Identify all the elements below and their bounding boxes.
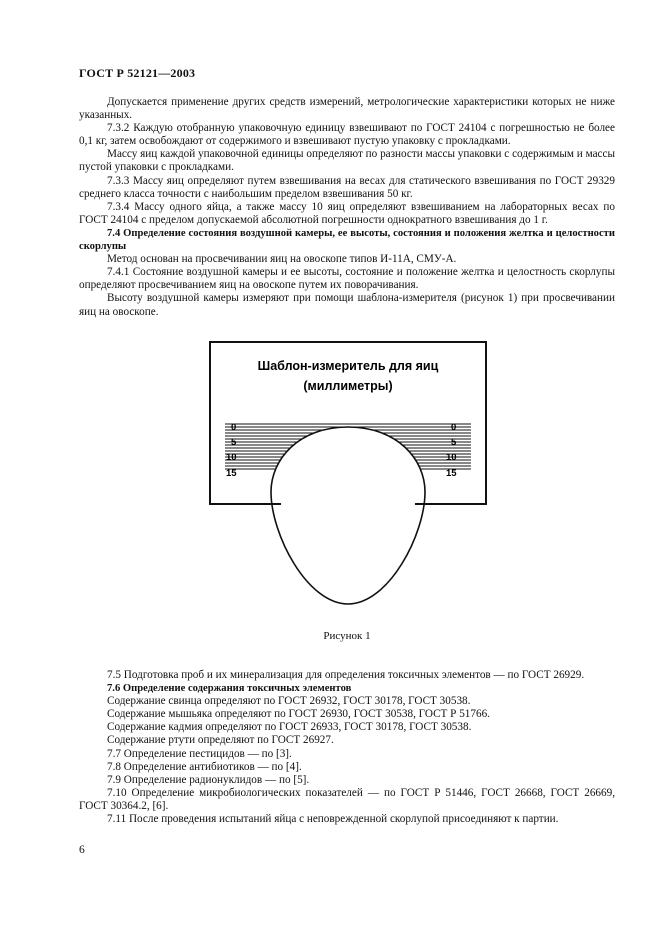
scale-left-10: 10: [226, 452, 237, 463]
page-number: 6: [79, 844, 85, 856]
paragraph: Массу яиц каждой упаковочной единицы определяют по разности массы упаковки с содержимым и массы пустой упаковки с прокладками.: [79, 148, 615, 174]
paragraph: 7.8 Определение антибиотиков — по [4].: [107, 760, 302, 773]
scale-right-15: 15: [446, 468, 457, 479]
paragraph: 7.10 Определение микробиологических показателей — по ГОСТ Р 51446, ГОСТ 26668, ГОСТ 26669, ГОСТ 30364.2, [6].: [79, 786, 615, 812]
scale-right-10: 10: [446, 452, 457, 463]
document-header: ГОСТ Р 52121—2003: [79, 66, 196, 80]
scale-right-5: 5: [451, 437, 457, 448]
paragraph: Допускается применение других средств измерений, метрологические характеристики которых не ниже указанных.: [79, 96, 615, 122]
paragraph: Содержание кадмия определяют по ГОСТ 26933, ГОСТ 30178, ГОСТ 30538.: [107, 721, 472, 734]
text-block-top: [79, 96, 615, 319]
scale-right-0: 0: [451, 422, 457, 433]
paragraph: 7.11 После проведения испытаний яйца с неповрежденной скорлупой присоединяют к партии.: [107, 813, 559, 826]
text-block-bottom: [79, 669, 615, 826]
paragraph: 7.4 Определение состояния воздушной камеры, ее высоты, состояния и положения желтка и целостности скорлупы: [79, 227, 615, 253]
paragraph: Высоту воздушной камеры измеряют при помощи шаблона-измерителя (рисунок 1) при просвечивании яиц на овоскопе.: [79, 292, 615, 318]
scale-left-15: 15: [226, 468, 237, 479]
paragraph: Содержание свинца определяют по ГОСТ 26932, ГОСТ 30178, ГОСТ 30538.: [107, 695, 471, 708]
scale-left-5: 5: [231, 437, 237, 448]
frame-bottom-bg: [209, 505, 487, 617]
gauge-title: Шаблон-измеритель для яиц: [257, 359, 439, 373]
egg-gauge-drawing: [209, 339, 487, 617]
paragraph: Содержание ртути определяют по ГОСТ 26927.: [107, 734, 334, 747]
paragraph: 7.3.2 Каждую отобранную упаковочную единицу взвешивают по ГОСТ 24104 с погрешностью не более 0,1 кг, затем освобождают от содержимого и взвешивают пустую упаковку с прокладками.: [79, 122, 615, 148]
paragraph: 7.6 Определение содержания токсичных элементов: [107, 683, 352, 695]
paragraph: 7.9 Определение радионуклидов — по [5].: [107, 773, 310, 786]
gauge-subtitle: (миллиметры): [303, 379, 393, 393]
paragraph: 7.3.3 Массу яиц определяют путем взвешивания на весах для статического взвешивания по ГОСТ 29329 среднего класса точности с наибольшим пределом взвешивания 50 кг.: [79, 174, 615, 200]
paragraph: 7.4.1 Состояние воздушной камеры и ее высоты, состояние и положение желтка и целостность скорлупы определяют просвечиванием яиц на овоскопе путем их поворачивания.: [79, 266, 615, 292]
paragraph: Метод основан на просвечивании яиц на овоскопе типов И-11А, СМУ-А.: [107, 253, 457, 266]
figure-caption: Рисунок 1: [323, 630, 371, 642]
scale-left-0: 0: [231, 422, 237, 433]
paragraph: 7.7 Определение пестицидов — по [3].: [107, 747, 292, 760]
paragraph: Содержание мышьяка определяют по ГОСТ 26930, ГОСТ 30538, ГОСТ Р 51766.: [107, 708, 490, 721]
paragraph: 7.5 Подготовка проб и их минерализация для определения токсичных элементов — по ГОСТ 26929.: [107, 669, 585, 681]
figure-egg-gauge: [209, 339, 487, 617]
paragraph: 7.3.4 Массу одного яйца, а также массу 10 яиц определяют взвешиванием на лабораторных весах по ГОСТ 24104 с пределом допускаемой абсолютной погрешности однократного взвешивания до 1 г.: [79, 200, 615, 226]
